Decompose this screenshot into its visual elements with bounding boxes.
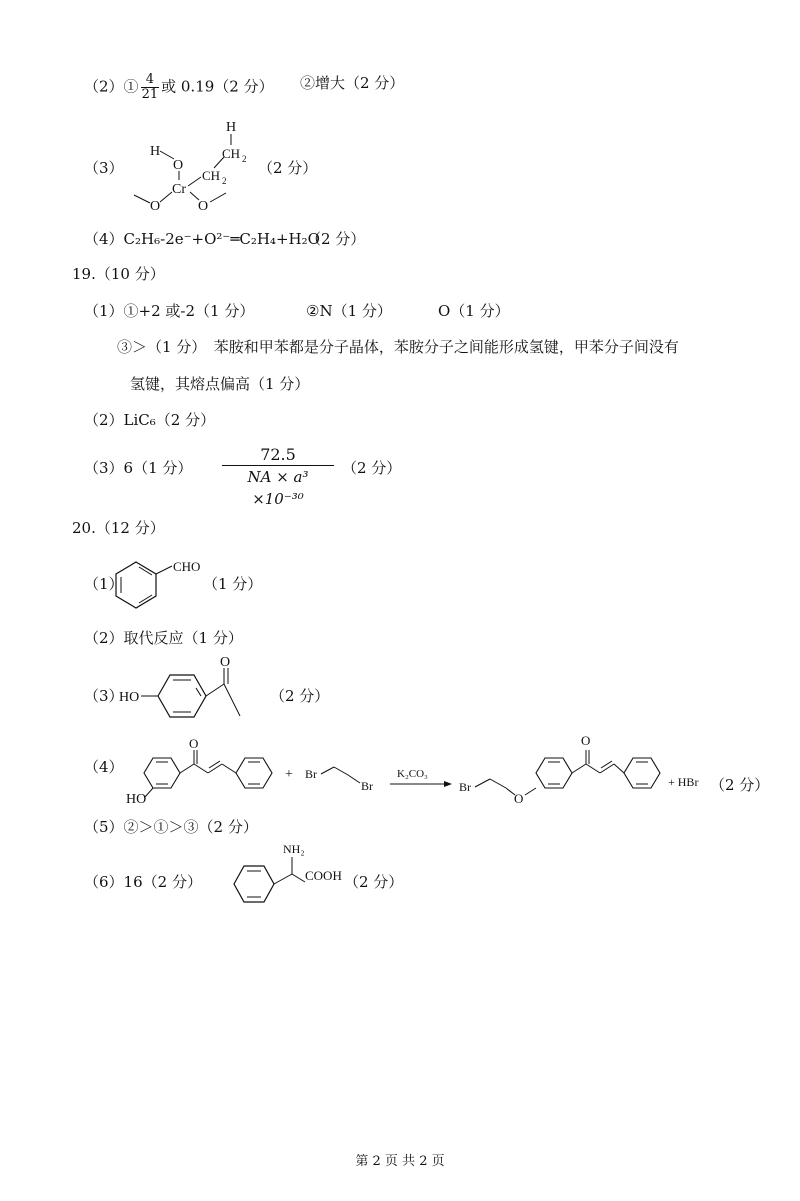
- cho-label: CHO: [173, 559, 201, 574]
- br-left-label: Br: [305, 767, 317, 781]
- reactant-ho-label: HO: [126, 792, 147, 807]
- q20-p6-score: （2 分）: [344, 873, 404, 891]
- q19-p1-label: （1）: [84, 302, 124, 320]
- atom-ch2-upper-sub: 2: [242, 154, 247, 164]
- reagent-label: K₂CO₃: [397, 768, 428, 780]
- q19-p3-score: （2 分）: [342, 459, 402, 477]
- page-footer: 第 2 页 共 2 页: [355, 1154, 445, 1169]
- q20-p5-text: ②＞①＞③（2 分）: [123, 818, 258, 836]
- nh2-label: NH₂: [283, 842, 305, 856]
- q19-header: 19.（10 分）: [72, 265, 165, 283]
- q19-p3-numerator: 72.5: [260, 445, 296, 464]
- atom-cr: Cr: [172, 182, 186, 197]
- q18-p2-mid-text: 或 0.19（2 分）: [161, 77, 274, 96]
- atom-o-left: O: [150, 199, 161, 214]
- q18-p2-part2: ②增大（2 分）: [300, 74, 405, 92]
- product-br-label: Br: [459, 780, 471, 794]
- q18-p4-score: （2 分）: [306, 230, 366, 248]
- q19-p3-text: 6（1 分）: [123, 459, 193, 477]
- q18-p4-equation: C₂H₆-2e⁻+O²⁻═C₂H₄+H₂O: [123, 230, 320, 248]
- bond-alpha-cooh: [292, 874, 305, 882]
- q20-p6-text: 16（2 分）: [123, 873, 202, 891]
- atom-h-top: H: [226, 120, 237, 135]
- product-ether-o: O: [514, 791, 524, 806]
- carbonyl-o-label: O: [220, 655, 231, 670]
- q19-p3-denominator: NA × a³ ×10⁻³⁰: [222, 465, 334, 510]
- q19-p1-b: ②N（1 分）: [306, 302, 392, 320]
- q20-p5-label: （5）: [84, 818, 124, 836]
- q19-p1-3-line-a: ③＞（1 分） 苯胺和甲苯都是分子晶体，苯胺分子之间能形成氢键，甲苯分子间没有: [117, 338, 679, 356]
- q18-p2-circle-1: ①: [123, 77, 139, 96]
- atom-ch2-lower: CH: [202, 168, 221, 183]
- ho-label: HO: [119, 690, 140, 705]
- plus-sign: +: [285, 767, 293, 782]
- q20-p4-score: （2 分）: [710, 776, 770, 794]
- reactant-carbonyl-o: O: [189, 736, 199, 751]
- bond-ring-alpha: [274, 874, 292, 884]
- q20-header: 20.（12 分）: [72, 519, 165, 537]
- product-carbonyl-o: O: [581, 733, 591, 748]
- atom-h-left: H: [150, 144, 161, 159]
- q20-p2-text: 取代反应（1 分）: [123, 629, 243, 647]
- q20-p6-label: （6）: [84, 873, 124, 891]
- atom-o-top: O: [173, 158, 184, 173]
- q19-p2-label: （2）: [84, 411, 124, 429]
- q20-p4-label: （4）: [84, 758, 124, 776]
- q20-p3-score: （2 分）: [270, 687, 330, 705]
- atom-ch2-lower-sub: 2: [222, 176, 227, 186]
- q18-p2-frac-num: 4: [145, 72, 154, 87]
- q20-p1-score: （1 分）: [203, 575, 263, 593]
- q19-p1-c: O（1 分）: [438, 302, 510, 320]
- q18-p4-label: （4）: [84, 230, 124, 248]
- q18-p3-score: （2 分）: [258, 159, 318, 177]
- q19-p1-a: ①+2 或-2（1 分）: [123, 302, 255, 320]
- q20-p3-label: （3）: [84, 687, 124, 705]
- br-right-label: Br: [361, 779, 373, 793]
- q19-p1-3-line-b: 氢键，其熔点偏高（1 分）: [130, 375, 310, 393]
- q18-p3-label: （3）: [84, 159, 124, 177]
- q20-p1-label: （1）: [84, 575, 124, 593]
- atom-ch2-upper: CH: [222, 146, 241, 161]
- atom-o-right: O: [198, 199, 209, 214]
- q19-p2-text: LiC₆（2 分）: [123, 411, 216, 429]
- q20-p2-label: （2）: [84, 629, 124, 647]
- q18-p2-label: （2）: [84, 77, 124, 96]
- q19-p3-label: （3）: [84, 459, 124, 477]
- hbr-label: + HBr: [668, 775, 699, 789]
- cooh-label: COOH: [305, 868, 342, 883]
- q18-p2-frac-den: 21: [141, 87, 159, 102]
